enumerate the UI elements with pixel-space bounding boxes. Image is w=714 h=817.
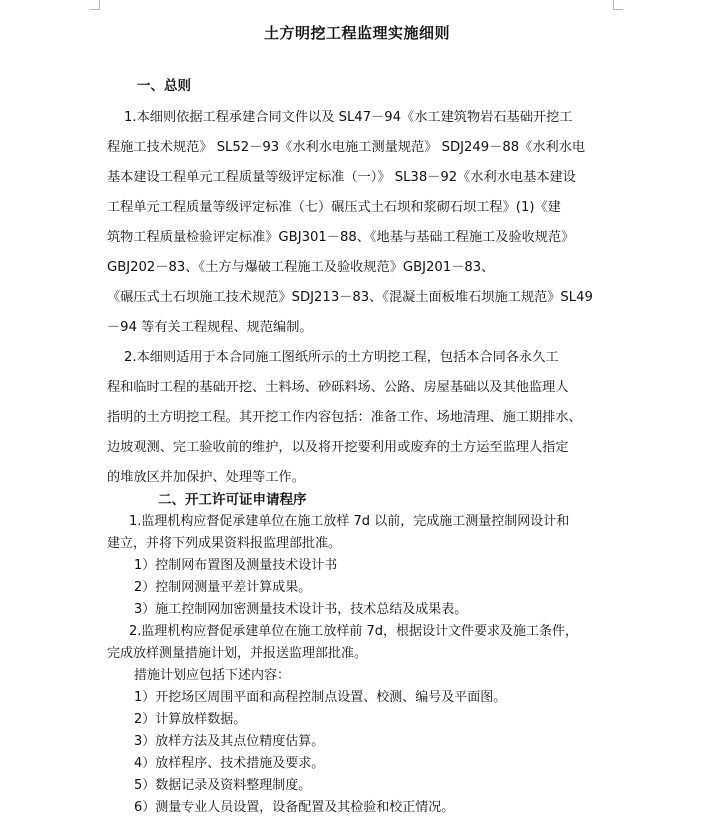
paragraph-line: GBJ202－83、《土方与爆破工程施工及验收规范》GBJ201－83、 (107, 260, 495, 275)
paragraph-line: 程和临时工程的基础开挖、土料场、砂砾料场、公路、房屋基础以及其他监理人 (107, 380, 569, 395)
page-corner-mark-right (613, 0, 623, 10)
list-item: 3）放样方法及其点位精度估算。 (134, 734, 325, 749)
paragraph-line: 1.监理机构应督促承建单位在施工放样 7d 以前，完成施工测量控制网设计和 (129, 514, 570, 529)
paragraph-line: 1.本细则依据工程承建合同文件以及 SL47－94《水工建筑物岩石基础开挖工 (124, 110, 573, 125)
list-item: 4）放样程序、技术措施及要求。 (134, 756, 325, 771)
list-item: 1）开挖场区周围平面和高程控制点设置、校测、编号及平面图。 (134, 690, 507, 705)
list-item: 6）测量专业人员设置，设备配置及其检验和校正情况。 (134, 800, 455, 815)
paragraph-line: 工程单元工程质量等级评定标准（七）碾压式土石坝和浆砌石坝工程》(1)《建 (107, 200, 561, 215)
list-item: 2）控制网测量平差计算成果。 (134, 580, 312, 595)
section-heading-general: 一、总则 (137, 78, 191, 94)
paragraph-line: 的堆放区并加保护、处理等工作。 (107, 470, 305, 485)
measures-intro: 措施计划应包括下述内容： (134, 668, 291, 683)
list-item: 1）控制网布置图及测量技术设计书 (134, 558, 338, 573)
paragraph-line: 指明的土方明挖工程。其开挖工作内容包括：准备工作、场地清理、施工期排水、 (107, 410, 582, 425)
section-heading-permit: 二、开工许可证申请程序 (158, 492, 307, 508)
paragraph-line: 程施工技术规范》 SL52－93《水利水电施工测量规范》 SDJ249－88《水利水电 (107, 140, 586, 155)
document-title: 土方明挖工程监理实施细则 (263, 24, 450, 42)
list-item: 2）计算放样数据。 (134, 712, 247, 727)
paragraph-line: －94 等有关工程规程、规范编制。 (107, 320, 313, 335)
paragraph-line: 2.本细则适用于本合同施工图纸所示的土方明挖工程，包括本合同各永久工 (124, 350, 559, 365)
paragraph-line: 2.监理机构应督促承建单位在施工放样前 7d，根据设计文件要求及施工条件， (129, 624, 579, 639)
paragraph-line: 边坡观测、完工验收前的维护，以及将开挖要利用或废弃的土方运至监理人指定 (107, 440, 569, 455)
paragraph-line: 完成放样测量措施计划，并报送监理部批准。 (107, 646, 368, 661)
list-item: 5）数据记录及资料整理制度。 (134, 778, 312, 793)
page-corner-mark-left (90, 0, 100, 10)
paragraph-line: 建立，并将下列成果资料报监理部批准。 (107, 536, 342, 551)
paragraph-line: 《碾压式土石坝施工技术规范》SDJ213－83、《混凝土面板堆石坝施工规范》SL49 (107, 290, 593, 305)
paragraph-line: 基本建设工程单元工程质量等级评定标准（一）》 SL38－92《水利水电基本建设 (107, 170, 576, 185)
paragraph-line: 筑物工程质量检验评定标准》GBJ301－88、《地基与基础工程施工及验收规范》 (107, 230, 575, 245)
list-item: 3）施工控制网加密测量技术设计书，技术总结及成果表。 (134, 602, 468, 617)
